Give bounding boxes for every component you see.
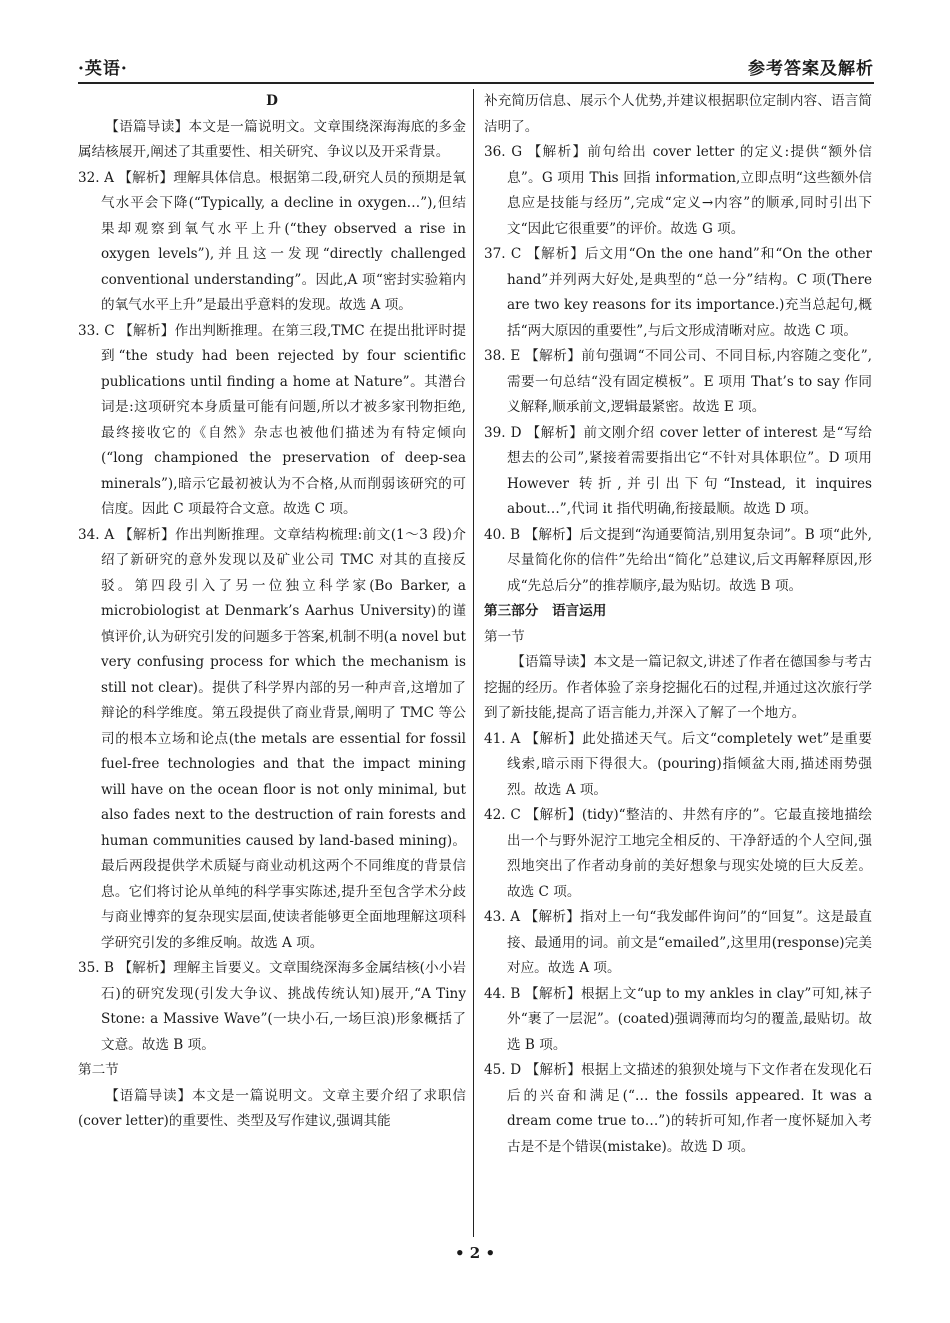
answer-item: 42. C 【解析】(tidy)“整洁的、井然有序的”。它最直接地描绘出一个与野外泥泞工地完全相反的、干净舒适的个人空间,强烈地突出了作者动身前的美好想象与现实处境的巨大反差。故选 C 项。: [484, 807, 872, 900]
answer-item: 41. A 【解析】此处描述天气。后文“completely wet”是重要线索,暗示雨下得很大。(pouring)指倾盆大雨,描述雨势强烈。故选 A 项。: [484, 730, 872, 798]
answer-item: 43. A 【解析】指对上一句“我发邮件询问”的“回复”。这是最直接、最通用的词。前文是“emailed”,这里用(response)完美对应。故选 A 项。: [484, 909, 872, 976]
paragraph: 【语篇导读】本文是一篇说明文。文章围绕深海海底的多金属结核展开,阐述了其重要性、相关研究、争议以及开采背景。: [78, 118, 466, 160]
subject-label: ·英语·: [78, 59, 128, 79]
answer-item: 39. D 【解析】前文刚介绍 cover letter of interest 是“写给想去的公司”,紧接着需要指出它“不针对具体职位”。D 项用 However 转折,并引出下句“Instead, it inquires about…”,代词 it 指代明确,衔接最顺。故选 D 项。: [484, 424, 872, 517]
section-title: 参考答案及解析: [748, 59, 874, 79]
answer-item: 36. G 【解析】前句给出 cover letter 的定义:提供“额外信息”。G 项用 This 回指 information,立即点明“这些额外信息应是技能与经历”,完成“定义→内容”的顺承,同时引出下文“因此它很重要”的评价。故选 G 项。: [484, 144, 872, 237]
right-column: [484, 89, 872, 1160]
answer-item: 44. B 【解析】根据上文“up to my ankles in clay”可知,袜子外“裹了一层泥”。(coated)强调薄而均匀的覆盖,最贴切。故选 B 项。: [484, 985, 872, 1053]
paragraph: 【语篇导读】本文是一篇说明文。文章主要介绍了求职信(cover letter)的重要性、类型及写作建议,强调其能: [78, 1087, 466, 1129]
part-heading: 第三部分 语言运用: [484, 603, 607, 619]
answer-item: 40. B 【解析】后文提到“沟通要简洁,别用复杂词”。B 项“此外,尽量简化你的信件”先给出“简化”总建议,后文再解释原因,形成“先总后分”的推荐顺序,最为贴切。故选 B 项。: [484, 526, 872, 594]
answer-item: 32. A 【解析】理解具体信息。根据第二段,研究人员的预期是氧气水平会下降(“Typically, a decline in oxygen…”),但结果却观察到氧气水平上升(“they observed a rise in oxygen levels”),并且这一发现“directly challenged conventional understanding”。因此,A 项“密封实验箱内的氧气水平上升”是最出乎意料的发现。故选 A 项。: [78, 169, 466, 313]
paragraph: D: [266, 93, 278, 109]
paragraph: 第二节: [78, 1062, 119, 1078]
page-header: [78, 50, 874, 84]
paragraph: 补充简历信息、展示个人优势,并建议根据职位定制内容、语言简洁明了。: [484, 93, 872, 135]
answer-item: 37. C 【解析】后文用“On the one hand”和“On the other hand”并列两大好处,是典型的“总一分”结构。C 项(There are two key reasons for its importance.)充当总起句,概括“两大原因的重要性”,与后文形成清晰对应。故选 C 项。: [484, 246, 872, 339]
left-column: [78, 89, 466, 1135]
answer-item: 33. C 【解析】作出判断推理。在第三段,TMC 在提出批评时提到“the study had been rejected by four scientific publications until finding a home at Nature”。其潜台词是:这项研究本身质量可能有问题,所以才被多家刊物拒绝,最终接收它的《自然》杂志也被他们描述为有特定倾向(“long championed the preservation of deep-sea minerals”),暗示它最初被认为不合格,从而削弱该研究的可信度。因此 C 项最符合文意。故选 C 项。: [78, 322, 466, 517]
page-number: • 2 •: [454, 1244, 496, 1262]
answer-item: 34. A 【解析】作出判断推理。文章结构梳理:前文(1～3 段)介绍了新研究的意外发现以及矿业公司 TMC 对其的直接反驳。第四段引入了另一位独立科学家(Bo Barker, a microbiologist at Denmark’s Aarhus University)的谨慎评价,认为研究引发的问题多于答案,机制不明(a novel but very confusing process for which the mechanism is still not clear)。提供了科学界内部的另一种声音,这增加了辩论的科学维度。第五段提供了商业背景,阐明了 TMC 等公司的根本立场和论点(the metals are essential for fossil fuel-free technologies and that the impact mining will have on the ocean floor is not only minimal, but also fades next to the destruction of rain forests and human communities caused by land-based mining)。最后两段提供学术质疑与商业动机这两个不同维度的背景信息。它们将讨论从单纯的科学事实陈述,提升至包含学术分歧与商业博弈的复杂现实层面,使读者能够更全面地理解这项科学研究引发的多维反响。故选 A 项。: [78, 526, 466, 951]
column-divider: [473, 89, 474, 1237]
answer-item: 38. E 【解析】前句强调“不同公司、不同目标,内容随之变化”,需要一句总结“没有固定模板”。E 项用 That’s to say 作同义解释,顺承前文,逻辑最紧密。故选 E 项。: [484, 348, 872, 415]
answer-item: 35. B 【解析】理解主旨要义。文章围绕深海多金属结核(小小岩石)的研究发现(引发大争议、挑战传统认知)展开,“A Tiny Stone: a Massive Wave”(一块小石,一场巨浪)形象概括了文意。故选 B 项。: [78, 960, 466, 1053]
paragraph: 第一节: [484, 628, 525, 645]
answer-item: 45. D 【解析】根据上文描述的狼狈处境与下文作者在发现化石后的兴奋和满足(“… the fossils appeared. It was a dream come true to…”)的转折可知,作者一度怀疑加入考古是不是个错误(mistake)。故选 D 项。: [484, 1062, 872, 1155]
paragraph: 【语篇导读】本文是一篇记叙文,讲述了作者在德国参与考古挖掘的经历。作者体验了亲身挖掘化石的过程,并通过这次旅行学到了新技能,提高了语言能力,并深入了解了一个地方。: [484, 654, 872, 721]
